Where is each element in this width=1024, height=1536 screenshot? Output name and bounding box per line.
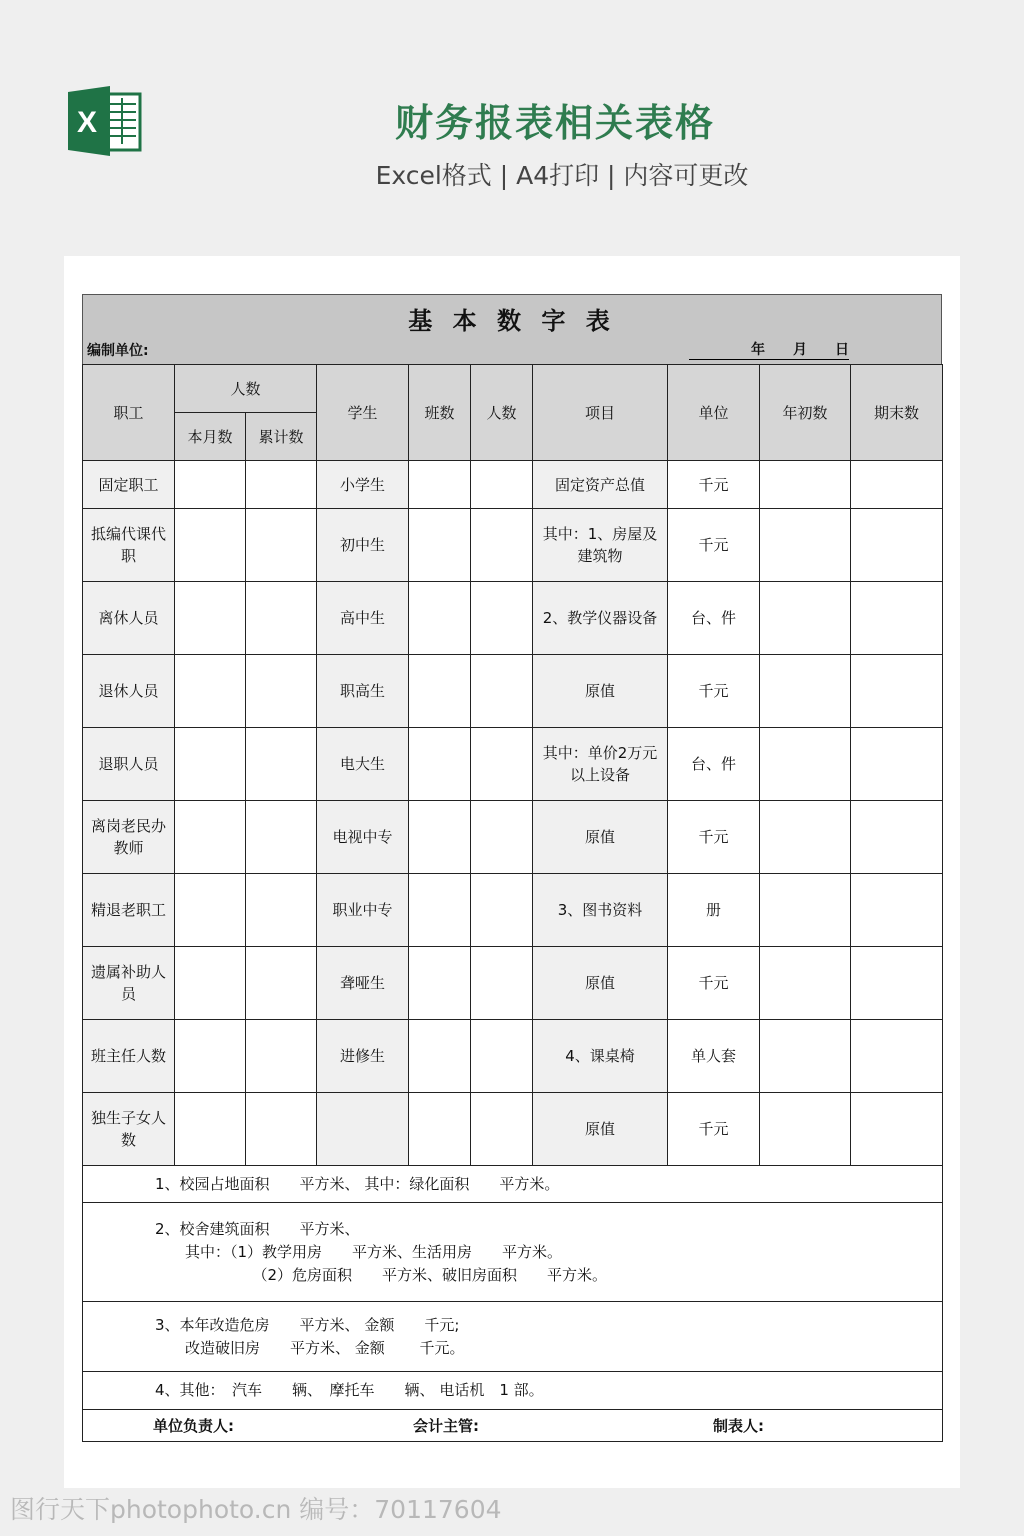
unit-cell: 千元: [668, 947, 760, 1020]
date-year: 年: [751, 342, 765, 358]
classes-cell[interactable]: [409, 1093, 471, 1166]
item-cell: 其中：单价2万元以上设备: [533, 728, 668, 801]
student-cell: 进修生: [317, 1020, 409, 1093]
this-month-cell[interactable]: [175, 582, 246, 655]
spreadsheet: [82, 294, 942, 1442]
col-item: 项目: [533, 365, 668, 461]
people-cell[interactable]: [471, 728, 533, 801]
note-3a: 3、本年改造危房 平方米、 金额 千元;: [155, 1315, 460, 1334]
unit-cell: 册: [668, 874, 760, 947]
student-cell: 聋哑生: [317, 947, 409, 1020]
this-month-cell[interactable]: [175, 801, 246, 874]
note-row: [83, 1372, 943, 1410]
table-row: [83, 947, 943, 1020]
classes-cell[interactable]: [409, 874, 471, 947]
people-cell[interactable]: [471, 874, 533, 947]
people-cell[interactable]: [471, 1093, 533, 1166]
student-cell: 电大生: [317, 728, 409, 801]
year-start-cell[interactable]: [760, 655, 851, 728]
this-month-cell[interactable]: [175, 509, 246, 582]
date-field: [689, 339, 849, 360]
unit-cell: 千元: [668, 1093, 760, 1166]
unit-cell: 千元: [668, 801, 760, 874]
staff-cell: 遗属补助人员: [83, 947, 175, 1020]
item-cell: 3、图书资料: [533, 874, 668, 947]
table-row: [83, 874, 943, 947]
unit-cell: 千元: [668, 461, 760, 509]
period-end-cell[interactable]: [851, 1093, 943, 1166]
staff-cell: 精退老职工: [83, 874, 175, 947]
page-subtitle: Excel格式 | A4打印 | 内容可更改: [375, 161, 749, 190]
col-staff: 职工: [83, 365, 175, 461]
logo-letter: X: [77, 106, 98, 139]
year-start-cell[interactable]: [760, 582, 851, 655]
student-cell: 职业中专: [317, 874, 409, 947]
unit-cell: 千元: [668, 509, 760, 582]
student-cell: 小学生: [317, 461, 409, 509]
col-classes: 班数: [409, 365, 471, 461]
classes-cell[interactable]: [409, 509, 471, 582]
table-row: [83, 509, 943, 582]
classes-cell[interactable]: [409, 582, 471, 655]
year-start-cell[interactable]: [760, 1020, 851, 1093]
this-month-cell[interactable]: [175, 655, 246, 728]
note-1: 1、校园占地面积 平方米、 其中：绿化面积 平方米。: [155, 1174, 560, 1193]
this-month-cell[interactable]: [175, 947, 246, 1020]
item-cell: 2、教学仪器设备: [533, 582, 668, 655]
col-cumulative: 累计数: [246, 413, 317, 461]
student-cell: 电视中专: [317, 801, 409, 874]
cumulative-cell[interactable]: [246, 947, 317, 1020]
table-row: [83, 461, 943, 509]
unit-label: 编制单位:: [87, 343, 149, 359]
item-cell: 4、课桌椅: [533, 1020, 668, 1093]
table-row: [83, 655, 943, 728]
people-cell[interactable]: [471, 582, 533, 655]
item-cell: 原值: [533, 655, 668, 728]
period-end-cell[interactable]: [851, 509, 943, 582]
classes-cell[interactable]: [409, 728, 471, 801]
period-end-cell[interactable]: [851, 1020, 943, 1093]
unit-cell: 千元: [668, 655, 760, 728]
cumulative-cell[interactable]: [246, 461, 317, 509]
item-cell: 其中：1、房屋及建筑物: [533, 509, 668, 582]
this-month-cell[interactable]: [175, 461, 246, 509]
col-people: 人数: [471, 365, 533, 461]
item-cell: 原值: [533, 947, 668, 1020]
document-paper: [64, 256, 960, 1488]
note-row: [83, 1302, 943, 1372]
people-cell[interactable]: [471, 1020, 533, 1093]
staff-cell: 退职人员: [83, 728, 175, 801]
cumulative-cell[interactable]: [246, 728, 317, 801]
date-day: 日: [835, 342, 849, 358]
year-start-cell[interactable]: [760, 801, 851, 874]
note-3b: 改造破旧房 平方米、 金额 千元。: [155, 1338, 465, 1357]
note-row: [83, 1166, 943, 1203]
principal-label: 单位负责人:: [153, 1416, 234, 1435]
classes-cell[interactable]: [409, 655, 471, 728]
year-start-cell[interactable]: [760, 509, 851, 582]
cumulative-cell[interactable]: [246, 1093, 317, 1166]
col-year-start: 年初数: [760, 365, 851, 461]
note-2b: 其中：（1）教学用房 平方米、生活用房 平方米。: [155, 1242, 563, 1261]
student-cell: 职高生: [317, 655, 409, 728]
col-students: 学生: [317, 365, 409, 461]
student-cell: 初中生: [317, 509, 409, 582]
staff-cell: 离休人员: [83, 582, 175, 655]
unit-cell: 台、件: [668, 582, 760, 655]
note-2c: （2）危房面积 平方米、破旧房面积 平方米。: [155, 1265, 608, 1284]
period-end-cell[interactable]: [851, 582, 943, 655]
people-cell[interactable]: [471, 461, 533, 509]
period-end-cell[interactable]: [851, 728, 943, 801]
excel-logo-icon: [66, 86, 144, 156]
note-row: [83, 1203, 943, 1302]
period-end-cell[interactable]: [851, 947, 943, 1020]
col-count: 人数: [175, 365, 317, 413]
sheet-title: 基 本 数 字 表: [408, 307, 616, 335]
cumulative-cell[interactable]: [246, 582, 317, 655]
classes-cell[interactable]: [409, 461, 471, 509]
page-title: 财务报表相关表格: [394, 101, 715, 145]
col-unit: 单位: [668, 365, 760, 461]
staff-cell: 固定职工: [83, 461, 175, 509]
people-cell[interactable]: [471, 509, 533, 582]
classes-cell[interactable]: [409, 947, 471, 1020]
year-start-cell[interactable]: [760, 1093, 851, 1166]
this-month-cell[interactable]: [175, 1093, 246, 1166]
student-cell: 高中生: [317, 582, 409, 655]
cumulative-cell[interactable]: [246, 801, 317, 874]
table-row: [83, 1093, 943, 1166]
student-cell: [317, 1093, 409, 1166]
year-start-cell[interactable]: [760, 461, 851, 509]
table-row: [83, 728, 943, 801]
period-end-cell[interactable]: [851, 461, 943, 509]
watermark: 图行天下photophoto.cn 编号：70117604: [10, 1495, 502, 1524]
basic-number-table: [82, 364, 943, 1442]
item-cell: 原值: [533, 801, 668, 874]
staff-cell: 抵编代课代职: [83, 509, 175, 582]
unit-cell: 单人套: [668, 1020, 760, 1093]
staff-cell: 班主任人数: [83, 1020, 175, 1093]
this-month-cell[interactable]: [175, 1020, 246, 1093]
year-start-cell[interactable]: [760, 947, 851, 1020]
signature-row: [83, 1410, 943, 1442]
staff-cell: 离岗老民办教师: [83, 801, 175, 874]
note-2a: 2、校舍建筑面积 平方米、: [155, 1219, 360, 1238]
classes-cell[interactable]: [409, 801, 471, 874]
date-month: 月: [793, 342, 807, 358]
accountant-label: 会计主管:: [413, 1416, 479, 1435]
table-row: [83, 1020, 943, 1093]
col-this-month: 本月数: [175, 413, 246, 461]
item-cell: 原值: [533, 1093, 668, 1166]
table-row: [83, 582, 943, 655]
table-row: [83, 801, 943, 874]
people-cell[interactable]: [471, 655, 533, 728]
staff-cell: 退休人员: [83, 655, 175, 728]
preparer-label: 制表人:: [713, 1416, 764, 1435]
classes-cell[interactable]: [409, 1020, 471, 1093]
people-cell[interactable]: [471, 947, 533, 1020]
cumulative-cell[interactable]: [246, 655, 317, 728]
cumulative-cell[interactable]: [246, 1020, 317, 1093]
note-4: 4、其他： 汽车 辆、 摩托车 辆、 电话机 1 部。: [155, 1381, 544, 1399]
period-end-cell[interactable]: [851, 801, 943, 874]
staff-cell: 独生子女人数: [83, 1093, 175, 1166]
this-month-cell[interactable]: [175, 874, 246, 947]
sheet-header: [82, 294, 942, 364]
period-end-cell[interactable]: [851, 655, 943, 728]
this-month-cell[interactable]: [175, 728, 246, 801]
period-end-cell[interactable]: [851, 874, 943, 947]
cumulative-cell[interactable]: [246, 874, 317, 947]
people-cell[interactable]: [471, 801, 533, 874]
cumulative-cell[interactable]: [246, 509, 317, 582]
col-period-end: 期末数: [851, 365, 943, 461]
item-cell: 固定资产总值: [533, 461, 668, 509]
unit-cell: 台、件: [668, 728, 760, 801]
year-start-cell[interactable]: [760, 874, 851, 947]
year-start-cell[interactable]: [760, 728, 851, 801]
